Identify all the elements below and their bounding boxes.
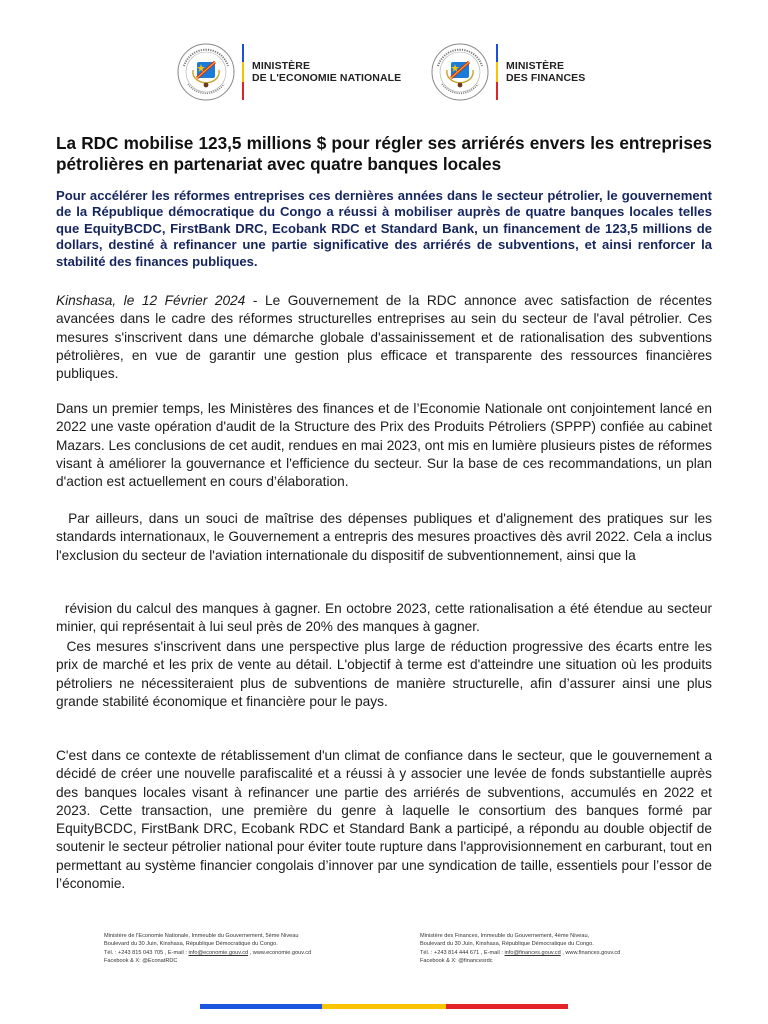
footer-contact-line	[104, 949, 366, 957]
ministry-economy-header	[176, 42, 401, 102]
footer-address: Boulevard du 30 Juin, Kinshasa, République Démocratique du Congo.	[420, 941, 594, 948]
footer-contact-line	[420, 949, 682, 957]
footer-social: Facebook & X: @EconatRDC	[104, 958, 178, 965]
footer-phone: Tél. : +243 815 043 705 , E-mail :	[104, 949, 189, 956]
letterhead	[0, 42, 768, 104]
footer-address: Ministère des Finances, Immeuble du Gouvernement, 4ème Niveau,	[420, 933, 590, 939]
body-paragraph-2: Dans un premier temps, les Ministères des finances et de l’Economie Nationale ont conjointement lancé en 2022 une vaste opération d'audit de la Structure des Prix des Produits Pétroliers (SPPP) confiée au cabinet Mazars. Les conclusions de cet audit, rendues en mai 2023, ont mis en lumière plusieurs pistes de réformes visant à améliorer la gouvernance et l'efficience du secteur. Sur la base de ces recommandations, un plan d'action est actuellement en cours d’élaboration.	[56, 401, 712, 490]
footer-social: Facebook & X: @financesrdc	[420, 958, 493, 965]
website-text: , www.finances.gouv.cd	[560, 949, 621, 956]
ministry-label: MINISTÈRE	[252, 60, 311, 72]
body-paragraph-3: Par ailleurs, dans un souci de maîtrise des dépenses publiques et d'alignement des pratiques sur les standards internationaux, le Gouvernement a entrepris des mesures proactives dès avril 2022. Cela a inclus l'exclusion du secteur de l'aviation internationale du dispositif de subventionnement, ainsi que la	[56, 511, 716, 563]
body-paragraph-5: Ces mesures s'inscrivent dans une perspective plus large de réduction progressive des écarts entre les prix de marché et les prix de vente au détail. L'objectif à terme est d'atteindre une situation où les produits pétroliers ne nécessiteraient plus de subventions de manière structurelle, afin d’assurer ainsi une plus grande stabilité économique et financière pour le pays.	[56, 639, 716, 709]
ministry-finance-header	[430, 42, 585, 102]
footer-finance-contact	[420, 932, 682, 966]
ministry-name	[506, 60, 585, 84]
press-release-lead: Pour accélérer les réformes entreprises ces dernières années dans le secteur pétrolier, le gouvernement de la République démocratique du Congo a réussi à mobiliser auprès de quatre banques locales telles que EquityBCDC, FirstBank DRC, Ecobank RDC et Standard Bank, un financement de 123,5 millions de dollars, destiné à refinancer une partie significative des arriérés de subventions, et ainsi renforcer la stabilité des finances publiques.	[56, 188, 712, 269]
ministry-name	[252, 60, 401, 84]
government-seal-icon	[430, 42, 490, 102]
flag-strip-red	[446, 1004, 568, 1009]
dateline: Kinshasa, le 12 Février 2024	[56, 293, 246, 308]
flag-color-bar	[242, 44, 244, 100]
ministry-title: DE L'ECONOMIE NATIONALE	[252, 72, 402, 84]
body-paragraph-4: révision du calcul des manques à gagner. En octobre 2023, cette rationalisation a été étendue au secteur minier, qui représentait à lui seul près de 20% des manques à gagner.	[56, 601, 716, 635]
body-paragraph-1	[56, 292, 712, 383]
email-link[interactable]: info@economie.gouv.cd	[188, 949, 249, 956]
government-seal-icon	[176, 42, 236, 102]
footer-address: Boulevard du 30 Juin, Kinshasa, République Démocratique du Congo.	[104, 941, 278, 948]
ministry-label: MINISTÈRE	[506, 60, 565, 72]
footer-economy-contact	[104, 932, 366, 966]
body-paragraph-6: C'est dans ce contexte de rétablissement d'un climat de confiance dans le secteur, que le gouvernement a décidé de créer une nouvelle parafiscalité et a réussi à y associer une levée de fonds substantielle auprès des banques locales visant à refinancer une partie des arriérés de subventions, accumulés en 2022 et 2023. Cette transaction, une première du genre à laquelle le consortium des banques formé par EquityBCDC, FirstBank DRC, Ecobank RDC et Standard Bank a participé, a répondu au double objectif de soutenir le secteur pétrolier national pour éviter toute rupture dans l'approvisionnement en carburant, tout en permettant au système financier congolais d’innover par une syndication de taille, essentiels pour l’essor de l’économie.	[56, 748, 712, 892]
flag-strip-yellow	[322, 1004, 446, 1009]
flag-strip-blue	[200, 1004, 322, 1009]
ministry-title: DES FINANCES	[506, 72, 586, 84]
footer-phone: Tél. : +243 814 444 671 , E-mail :	[420, 949, 505, 956]
press-release-title: La RDC mobilise 123,5 millions $ pour régler ses arriérés envers les entreprises pétrolières en partenariat avec quatre banques locales	[56, 133, 712, 174]
paragraph-text: - Le Gouvernement de la RDC annonce avec satisfaction de récentes avancées dans le cadre des réformes structurelles entreprises au sein du secteur de l'aval pétrolier. Ces mesures s'inscrivent dans une démarche globale d'assainissement et de rationalisation des subventions pétrolières, en vue de garantir une gestion plus efficace et transparente des ressources financières publiques.	[56, 293, 712, 382]
website-text: , www.economie.gouv.cd	[248, 949, 312, 956]
footer-address: Ministère de l'Economie Nationale, Immeuble du Gouvernement, 5ème Niveau	[104, 933, 299, 939]
email-link[interactable]: info@finances.gouv.cd	[504, 949, 561, 956]
flag-color-bar	[496, 44, 498, 100]
